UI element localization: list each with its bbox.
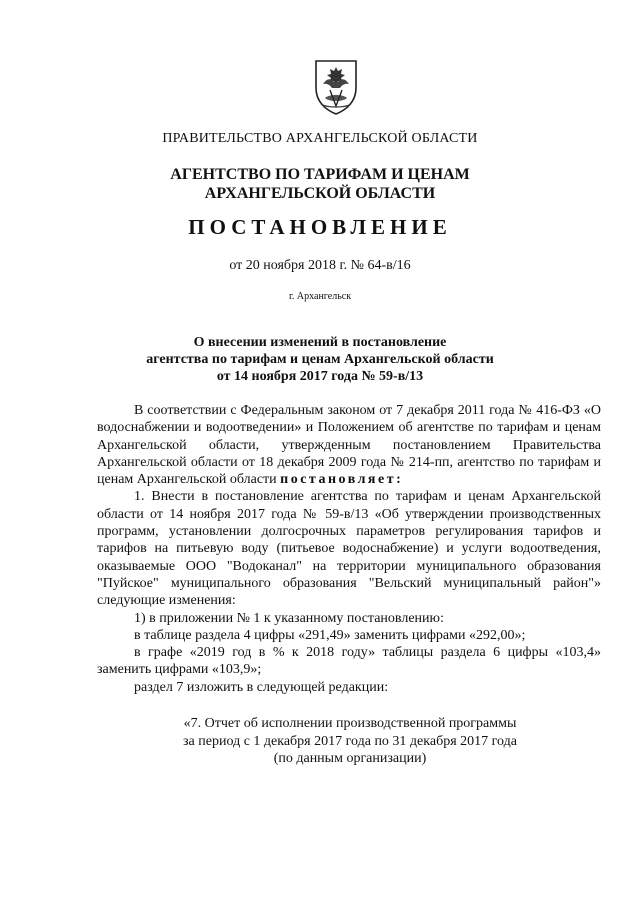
subject-line2: агентства по тарифам и ценам Архангельской области [146,352,494,367]
report-heading-line2: за период с 1 декабря 2017 года по 31 декабря 2017 года [183,733,517,749]
government-name: ПРАВИТЕЛЬСТВО АРХАНГЕЛЬСКОЙ ОБЛАСТИ [162,131,478,146]
subject-line1: О внесении изменений в постановление [193,335,447,350]
subitem-4-paragraph: раздел 7 изложить в следующей редакции: [134,679,389,695]
report-heading-line1: «7. Отчет об исполнении производственной программы [183,716,517,731]
report-heading-line3: (по данным организации) [273,751,427,766]
coat-of-arms-icon [313,58,359,116]
date-and-number: от 20 ноября 2018 г. № 64-в/16 [229,258,411,273]
preamble-text: В соответствии с Федеральным законом от 7 декабря 2011 года № 416-ФЗ «О водоснабжении и водоотведении» и Положением об агентстве по тарифам и ценам Архангельской области, утвержденным постановлением Правительства Архангельской области от 18 декабря 2009 года № 214-пп, агентство по тарифам и ценам Архангельской области [97,403,601,488]
document-type-title: ПОСТАНОВЛЕНИЕ [188,215,452,239]
report-section-heading [160,715,540,768]
subitem-3-paragraph: в графе «2019 год в % к 2018 году» таблицы раздела 6 цифры «103,4» заменить цифрами «103,9»; [97,645,601,678]
agency-name-line2: АРХАНГЕЛЬСКОЙ ОБЛАСТИ [204,185,436,202]
subject-line3: от 14 ноября 2017 года № 59-в/13 [216,369,424,384]
city-name: г. Архангельск [288,291,352,302]
subitem-2-paragraph: в таблице раздела 4 цифры «291,49» заменить цифрами «292,00»; [134,627,526,643]
agency-name-line1: АГЕНТСТВО ПО ТАРИФАМ И ЦЕНАМ [170,166,470,183]
document-body [97,402,601,696]
preamble-paragraph [97,402,601,488]
document-subject [0,334,640,385]
decree-word: постановляет: [280,472,404,488]
agency-name [0,165,640,203]
subitem-1-paragraph: 1) в приложении № 1 к указанному постановлению: [134,610,444,626]
item-1-paragraph: 1. Внести в постановление агентства по тарифам и ценам Архангельской области от 14 ноября 2017 года № 59-в/13 «Об утверждении производственных программ, установлении долгосрочных параметров регулирования тарифов и тарифов на питьевую воду (питьевое водоснабжение) и услуги водоотведения, оказываемые ООО "Водоканал" на территории муниципального образования "Пуйское" муниципального образования "Вельский муниципальный район"» следующие изменения: [97,489,601,609]
